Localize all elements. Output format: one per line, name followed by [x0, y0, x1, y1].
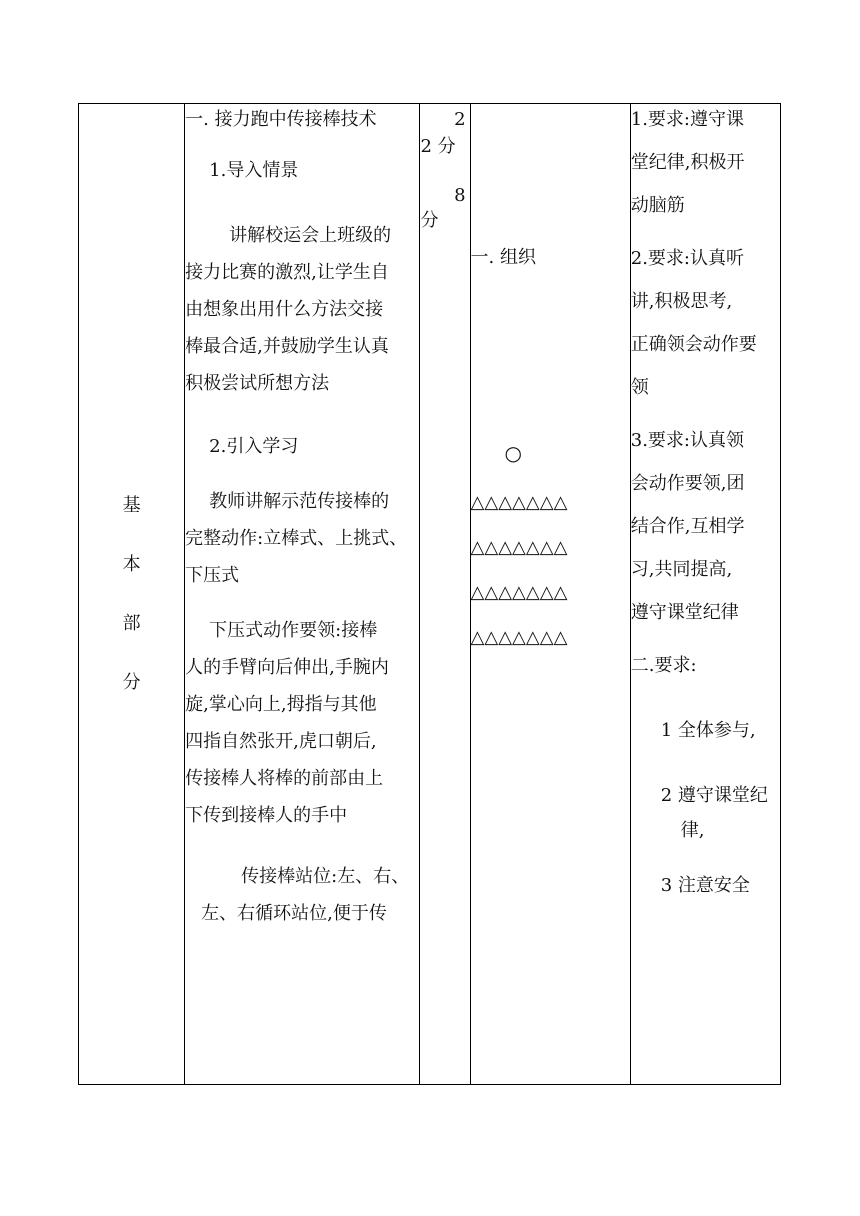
content-text: 棒最合适,并鼓励学生认真 [185, 336, 389, 357]
content-text: 人的手臂向后伸出,手腕内 [185, 657, 389, 678]
requirement-item: 1 全体参与, [660, 720, 756, 741]
basic-section-row [79, 104, 781, 1085]
student-formation-row: △△△△△△△ [470, 492, 568, 513]
requirement-text: 正确领会动作要 [630, 334, 757, 355]
section-title-intro: 1.导入情景 [209, 160, 299, 181]
content-text: 旋,掌心向上,拇指与其他 [185, 694, 377, 715]
content-text: 下压式动作要领:接棒 [209, 620, 378, 641]
content-text: 下压式 [185, 565, 240, 586]
requirement-item: 2 遵守课堂纪 [660, 785, 768, 806]
content-text: 接力比赛的激烈,让学生自 [185, 262, 389, 283]
section-title-learning: 2.引入学习 [209, 436, 299, 457]
requirement-text: 2.要求:认真听 [630, 248, 744, 269]
section-label-char: 分 [122, 672, 141, 693]
section-label-cell [79, 104, 185, 1085]
requirements-cell [630, 104, 780, 1085]
requirement-text: 堂纪律,积极开 [630, 152, 745, 173]
content-heading: 一. 接力跑中传接棒技术 [185, 109, 377, 130]
organization-cell [470, 104, 630, 1085]
content-text: 讲解校运会上班级的 [229, 225, 392, 246]
teacher-position-symbol: ○ [504, 441, 522, 465]
time-value: 分 [420, 210, 439, 231]
requirement-item: 律, [680, 820, 705, 841]
content-text: 传接棒站位:左、右、 [241, 866, 410, 887]
time-value: 2 [454, 109, 466, 130]
requirement-text: 遵守课堂纪律 [630, 602, 739, 623]
requirement-text: 会动作要领,团 [630, 473, 745, 494]
requirement-heading: 二.要求: [630, 655, 697, 676]
lesson-plan-table [78, 103, 781, 1085]
content-text: 教师讲解示范传接棒的 [209, 491, 390, 512]
section-label-char: 基 [122, 495, 141, 516]
requirement-text: 结合作,互相学 [630, 516, 745, 537]
time-cell [420, 104, 470, 1085]
requirement-text: 讲,积极思考, [630, 291, 733, 312]
student-formation-row: △△△△△△△ [470, 537, 568, 558]
requirement-text: 习,共同提高, [630, 559, 733, 580]
time-value: 2 分 [420, 136, 456, 157]
section-label-char: 部 [122, 613, 141, 634]
time-value: 8 [454, 185, 466, 206]
requirement-text: 动脑筋 [630, 195, 685, 216]
content-cell [185, 104, 420, 1085]
requirement-text: 领 [630, 377, 649, 398]
content-text: 传接棒人将棒的前部由上 [185, 768, 384, 789]
requirement-text: 3.要求:认真领 [630, 430, 744, 451]
content-text: 由想象出用什么方法交接 [185, 299, 384, 320]
requirement-item: 3 注意安全 [660, 875, 750, 896]
requirement-text: 1.要求:遵守课 [630, 109, 744, 130]
content-text: 左、右循环站位,便于传 [201, 903, 387, 924]
content-text: 下传到接棒人的手中 [185, 805, 348, 826]
content-text: 完整动作:立棒式、上挑式、 [185, 528, 408, 549]
student-formation-row: △△△△△△△ [470, 582, 568, 603]
content-text: 四指自然张开,虎口朝后, [185, 731, 377, 752]
organization-title: 一. 组织 [470, 247, 536, 268]
content-text: 积极尝试所想方法 [185, 373, 330, 394]
section-label-char: 本 [122, 554, 141, 575]
student-formation-row: △△△△△△△ [470, 627, 568, 648]
